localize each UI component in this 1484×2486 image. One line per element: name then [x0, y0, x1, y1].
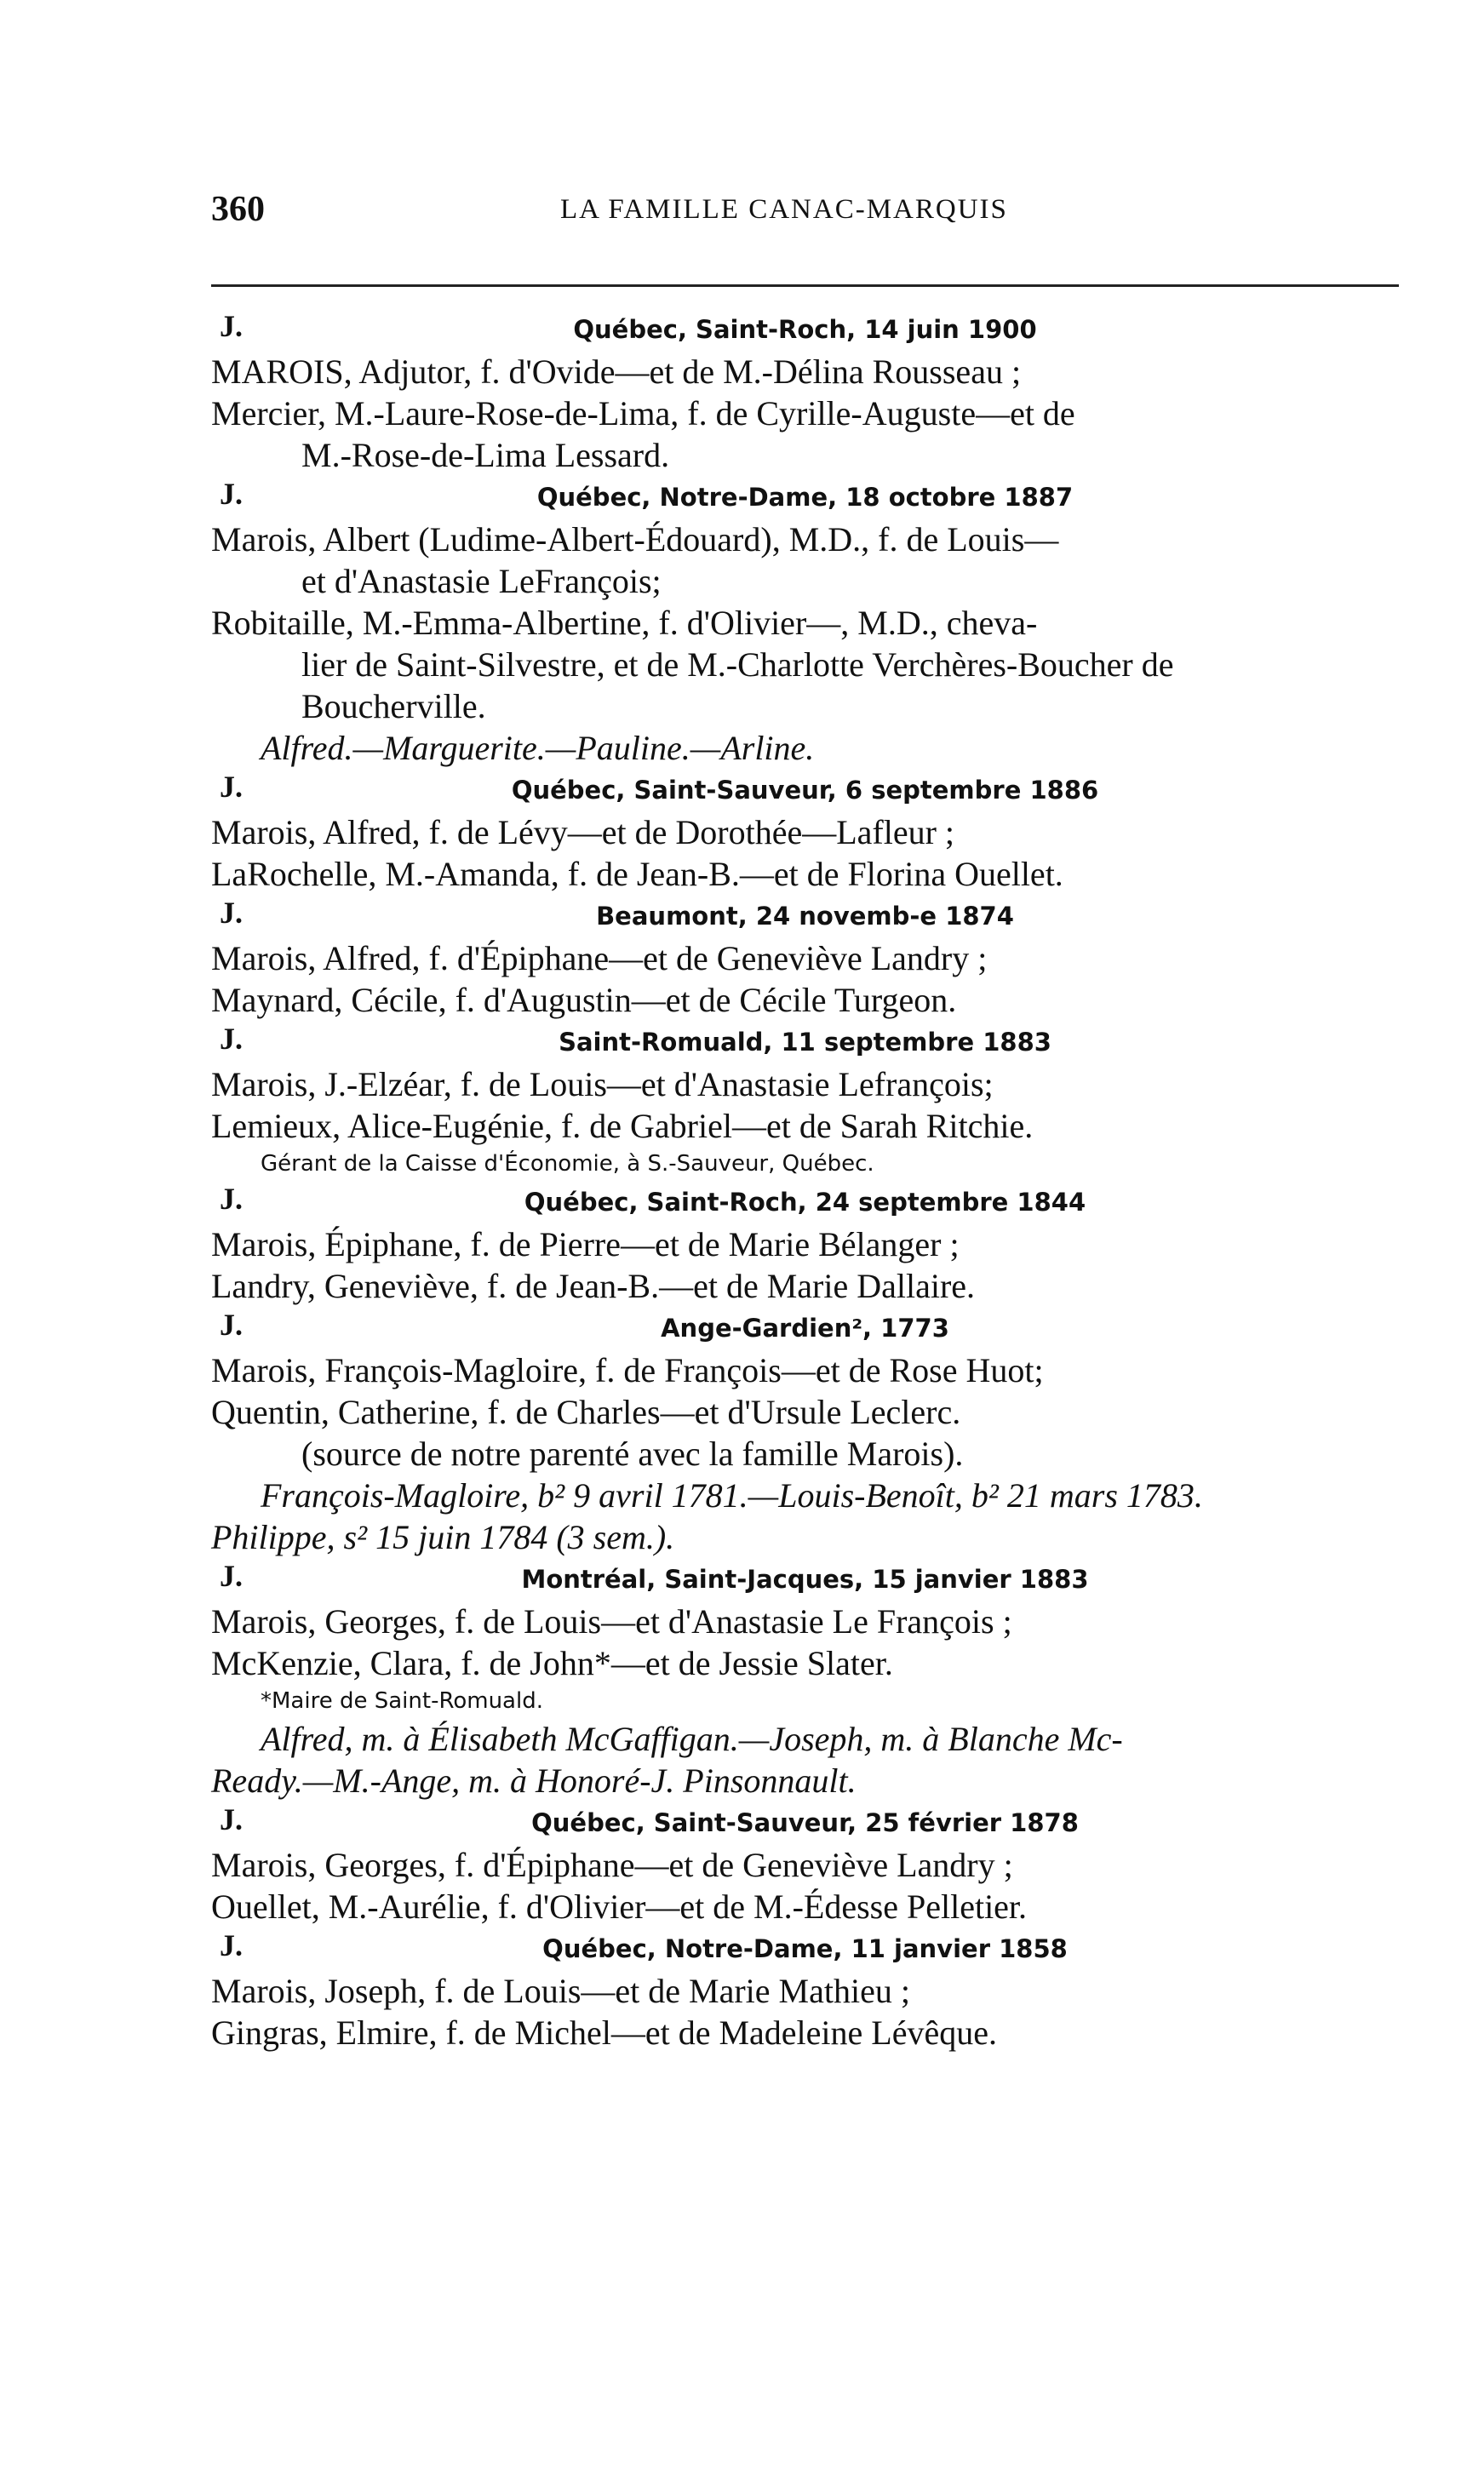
children-line: Ready.—M.-Ange, m. à Honoré-J. Pinsonnault. — [211, 1761, 857, 1800]
bride-line: Mercier, M.-Laure-Rose-de-Lima, f. de Cyrille-Auguste—et de — [211, 394, 1075, 432]
groom-line: Marois, Albert (Ludime-Albert-Édouard), M.D., f. de Louis— — [211, 520, 1059, 558]
entry-place-date: Québec, Saint-Roch, 24 septembre 1844 — [524, 1188, 1086, 1217]
entry-place-date: Québec, Notre-Dame, 18 octobre 1887 — [536, 483, 1074, 512]
bride-line-cont: Boucherville. — [301, 687, 486, 725]
entry-tag: J. — [220, 770, 243, 804]
entry-heading — [211, 895, 1399, 937]
groom-line-cont: et d'Anastasie LeFrançois; — [301, 562, 662, 600]
entry-place-date: Québec, Saint-Sauveur, 25 février 1878 — [531, 1808, 1079, 1837]
groom-line: Marois, Georges, f. d'Épiphane—et de Geneviève Landry ; — [211, 1846, 1013, 1884]
groom-line: Marois, J.-Elzéar, f. de Louis—et d'Anastasie Lefrançois; — [211, 1065, 994, 1103]
bride-line-cont: lier de Saint-Silvestre, et de M.-Charlotte Verchères-Boucher de — [301, 645, 1174, 684]
footnote-line: *Maire de Saint-Romuald. — [261, 1688, 543, 1714]
entry-tag: J. — [220, 1928, 243, 1962]
bride-line: Lemieux, Alice-Eugénie, f. de Gabriel—et de Sarah Ritchie. — [211, 1107, 1034, 1145]
entry-heading — [211, 1181, 1399, 1223]
entry-tag: J. — [220, 1308, 243, 1342]
entry-tag: J. — [220, 1182, 243, 1216]
entry-place-date: Québec, Saint-Sauveur, 6 septembre 1886 — [511, 776, 1099, 805]
bride-line: Robitaille, M.-Emma-Albertine, f. d'Olivier—, M.D., cheva- — [211, 604, 1038, 642]
page-number: 360 — [211, 190, 265, 229]
remark-line: (source de notre parenté avec la famille Marois). — [301, 1435, 964, 1473]
entry-place-date: Québec, Saint-Roch, 14 juin 1900 — [573, 315, 1037, 344]
marriage-records — [211, 308, 1399, 2054]
bride-line: Landry, Geneviève, f. de Jean-B.—et de Marie Dallaire. — [211, 1267, 976, 1305]
groom-line: Marois, Alfred, f. d'Épiphane—et de Geneviève Landry ; — [211, 939, 988, 977]
entry-heading — [211, 308, 1399, 351]
groom-line: Marois, Alfred, f. de Lévy—et de Dorothée—Lafleur ; — [211, 813, 955, 851]
bride-line: LaRochelle, M.-Amanda, f. de Jean-B.—et de Florina Ouellet. — [211, 855, 1063, 893]
bride-line: Quentin, Catherine, f. de Charles—et d'Ursule Leclerc. — [211, 1393, 961, 1431]
footnote-line: Gérant de la Caisse d'Économie, à S.-Sauveur, Québec. — [261, 1151, 874, 1177]
bride-line: Ouellet, M.-Aurélie, f. d'Olivier—et de M.-Édesse Pelletier. — [211, 1887, 1028, 1926]
entry-heading — [211, 1801, 1399, 1844]
entry-heading — [211, 476, 1399, 518]
bride-line-cont: M.-Rose-de-Lima Lessard. — [301, 436, 670, 474]
entry-tag: J. — [220, 1802, 243, 1836]
children-line: Alfred.—Marguerite.—Pauline.—Arline. — [261, 729, 815, 767]
entry-heading — [211, 769, 1399, 811]
groom-line: Marois, Joseph, f. de Louis—et de Marie Mathieu ; — [211, 1972, 910, 2010]
entry-heading — [211, 1928, 1399, 1970]
bride-line: Gingras, Elmire, f. de Michel—et de Madeleine Lévêque. — [211, 2013, 997, 2052]
entry-place-date: Ange-Gardien², 1773 — [661, 1314, 949, 1343]
entry-heading — [211, 1307, 1399, 1349]
entry-tag: J. — [220, 896, 243, 930]
page-header — [211, 189, 1399, 240]
entry-tag: J. — [220, 309, 243, 343]
entry-tag: J. — [220, 1559, 243, 1593]
entry-heading — [211, 1021, 1399, 1063]
entry-tag: J. — [220, 1022, 243, 1056]
entry-place-date: Québec, Notre-Dame, 11 janvier 1858 — [542, 1934, 1068, 1963]
entry-place-date: Saint-Romuald, 11 septembre 1883 — [559, 1028, 1051, 1057]
entry-tag: J. — [220, 477, 243, 511]
children-line: Alfred, m. à Élisabeth McGaffigan.—Joseph, m. à Blanche Mc- — [261, 1720, 1123, 1758]
groom-line: Marois, François-Magloire, f. de François—et de Rose Huot; — [211, 1351, 1044, 1389]
entry-place-date: Montréal, Saint-Jacques, 15 janvier 1883 — [521, 1565, 1089, 1594]
groom-line: Marois, Épiphane, f. de Pierre—et de Marie Bélanger ; — [211, 1225, 960, 1263]
header-rule — [211, 284, 1399, 287]
bride-line: McKenzie, Clara, f. de John*—et de Jessie Slater. — [211, 1644, 893, 1682]
entry-heading — [211, 1558, 1399, 1601]
entry-place-date: Beaumont, 24 novemb-e 1874 — [596, 902, 1014, 931]
groom-line: Marois, Georges, f. de Louis—et d'Anastasie Le François ; — [211, 1602, 1012, 1641]
children-line: Philippe, s² 15 juin 1784 (3 sem.). — [211, 1518, 675, 1556]
running-title: LA FAMILLE CANAC-MARQUIS — [560, 194, 1008, 225]
children-line: François-Magloire, b² 9 avril 1781.—Louis-Benoît, b² 21 mars 1783. — [261, 1476, 1203, 1515]
document-page — [211, 189, 1399, 2052]
bride-line: Maynard, Cécile, f. d'Augustin—et de Cécile Turgeon. — [211, 981, 957, 1019]
groom-line: MAROIS, Adjutor, f. d'Ovide—et de M.-Délina Rousseau ; — [211, 352, 1022, 391]
